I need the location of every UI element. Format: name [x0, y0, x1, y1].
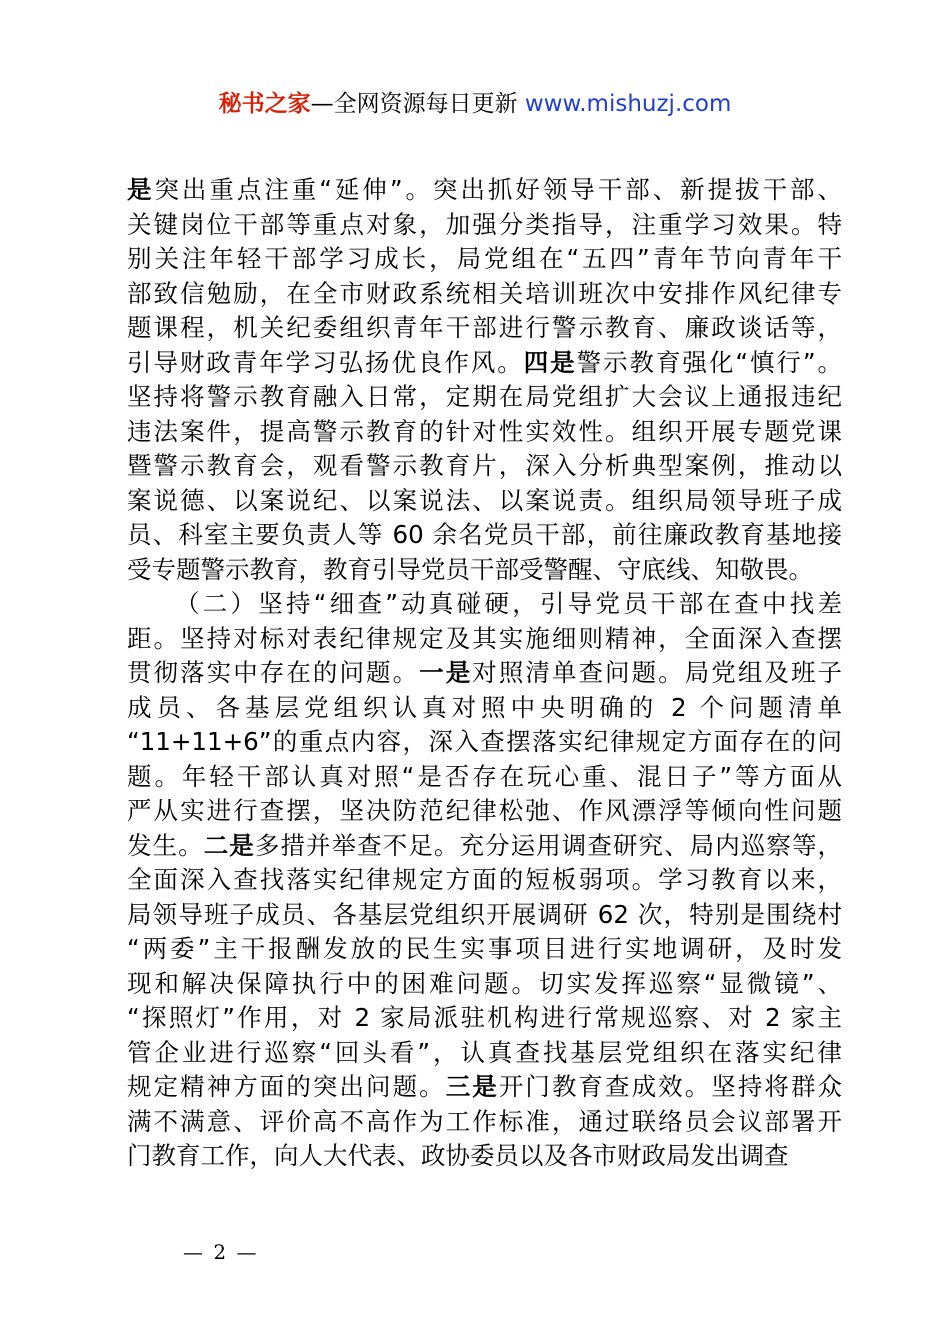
text-line — [127, 587, 842, 622]
text-line — [127, 484, 842, 519]
line-text: 坚持将警示教育融入日常，定期在局党组扩大会议上通报违纪 — [127, 382, 842, 411]
line-text: 题课程，机关纪委组织青年干部进行警示教育、廉政谈话等， — [127, 313, 842, 342]
line-text: 全面深入查找落实纪律规定方面的短板弱项。学习教育以来， — [127, 865, 842, 894]
text-line — [127, 380, 842, 415]
text-line — [127, 518, 842, 553]
document-body — [127, 173, 842, 1174]
line-text: 受专题警示教育，教育引导党员干部受警醒、守底线、知敬畏。 — [127, 554, 813, 584]
header-tagline: —全网资源每日更新 — [310, 91, 525, 117]
line-text: 警示教育强化“慎行”。 — [576, 347, 843, 377]
line-text: 规定精神方面的突出问题。 — [127, 1072, 446, 1101]
line-text: 部致信勉励，在全市财政系统相关培训班次中安排作风纪律专 — [127, 278, 842, 308]
site-url[interactable]: www.mishuzj.com — [524, 91, 732, 117]
line-text: 员、科室主要负责人等 60 余名党员干部，前往廉政教育基地接 — [127, 520, 842, 549]
text-line — [127, 208, 842, 243]
bold-lead: 是 — [127, 175, 155, 204]
line-text: 成员、各基层党组织认真对照中央明确的 2 个问题清单 — [127, 692, 842, 722]
text-line — [127, 1070, 842, 1105]
line-text: 管企业进行巡察“回头看”，认真查找基层党组织在落实纪律 — [127, 1037, 842, 1067]
line-text: 局领导班子成员、各基层党组织开展调研 62 次，特别是围绕村 — [127, 899, 842, 929]
text-line — [127, 898, 842, 933]
text-line — [127, 311, 842, 346]
brand-name: 秘书之家 — [218, 91, 311, 117]
text-line — [127, 242, 842, 277]
line-text: 距。坚持对标对表纪律规定及其实施细则精神，全面深入查摆 — [127, 623, 842, 653]
line-text: 多措并举查不足。充分运用调查研究、局内巡察等， — [254, 830, 843, 860]
text-line — [127, 794, 842, 829]
line-text: “两委”主干报酬发放的民生实事项目进行实地调研，及时发 — [127, 934, 842, 963]
text-line — [127, 1105, 842, 1140]
bold-lead: 三是 — [445, 1072, 499, 1101]
text-line — [127, 863, 842, 898]
text-line — [127, 277, 842, 312]
line-text: 题。年轻干部认真对照“是否存在玩心重、混日子”等方面从 — [127, 761, 842, 791]
bold-lead: 四是 — [523, 347, 577, 377]
line-text: 案说德、以案说纪、以案说法、以案说责。组织局领导班子成 — [127, 485, 842, 515]
text-line — [127, 932, 842, 967]
line-text: 违法案件，提高警示教育的针对性实效性。组织开展专题党课 — [127, 416, 842, 446]
text-line — [127, 725, 842, 760]
line-text: 暨警示教育会，观看警示教育片，深入分析典型案例，推动以 — [127, 451, 842, 480]
line-text: 引导财政青年学习弘扬优良作风。 — [127, 347, 524, 377]
line-text: 严从实进行查摆，坚决防范纪律松弛、作风漂浮等倾向性问题 — [127, 796, 842, 825]
text-line — [127, 760, 842, 795]
line-text: 贯彻落实中存在的问题。 — [127, 658, 420, 687]
text-line — [127, 173, 842, 208]
text-line — [127, 967, 842, 1002]
line-text: 满不满意、评价高不高作为工作标准，通过联络员会议部署开 — [127, 1106, 842, 1136]
bold-lead: 一是 — [419, 658, 473, 687]
text-line — [127, 553, 842, 588]
line-text: 关键岗位干部等重点对象，加强分类指导，注重学习效果。特 — [127, 209, 842, 239]
line-text: “探照灯”作用，对 2 家局派驻机构进行常规巡察、对 2 家主 — [127, 1003, 842, 1032]
text-line — [127, 346, 842, 381]
text-line — [127, 415, 842, 450]
line-text: “11+11+6”的重点内容，深入查摆落实纪律规定方面存在的问 — [127, 727, 842, 756]
text-line — [127, 829, 842, 864]
line-text: 对照清单查问题。局党组及班子 — [472, 658, 843, 687]
text-line — [127, 1036, 842, 1071]
bold-lead: 二是 — [203, 830, 255, 860]
line-text: （二）坚持“细查”动真碰硬，引导党员干部在查中找差 — [175, 589, 842, 618]
text-line — [127, 1139, 842, 1174]
text-line — [127, 449, 842, 484]
page-number: — 2 — — [183, 1240, 259, 1264]
line-text: 现和解决保障执行中的困难问题。切实发挥巡察“显微镜”、 — [127, 968, 842, 998]
site-header — [0, 88, 950, 120]
line-text: 门教育工作，向人大代表、政协委员以及各市财政局发出调查 — [127, 1141, 789, 1170]
line-text: 突出重点注重“延伸”。突出抓好领导干部、新提拔干部、 — [154, 175, 842, 204]
line-text: 别关注年轻干部学习成长，局党组在“五四”青年节向青年干 — [127, 244, 842, 273]
text-line — [127, 656, 842, 691]
line-text: 开门教育查成效。坚持将群众 — [498, 1072, 843, 1101]
text-line — [127, 691, 842, 726]
line-text: 发生。 — [127, 830, 204, 860]
text-line — [127, 1001, 842, 1036]
text-line — [127, 622, 842, 657]
